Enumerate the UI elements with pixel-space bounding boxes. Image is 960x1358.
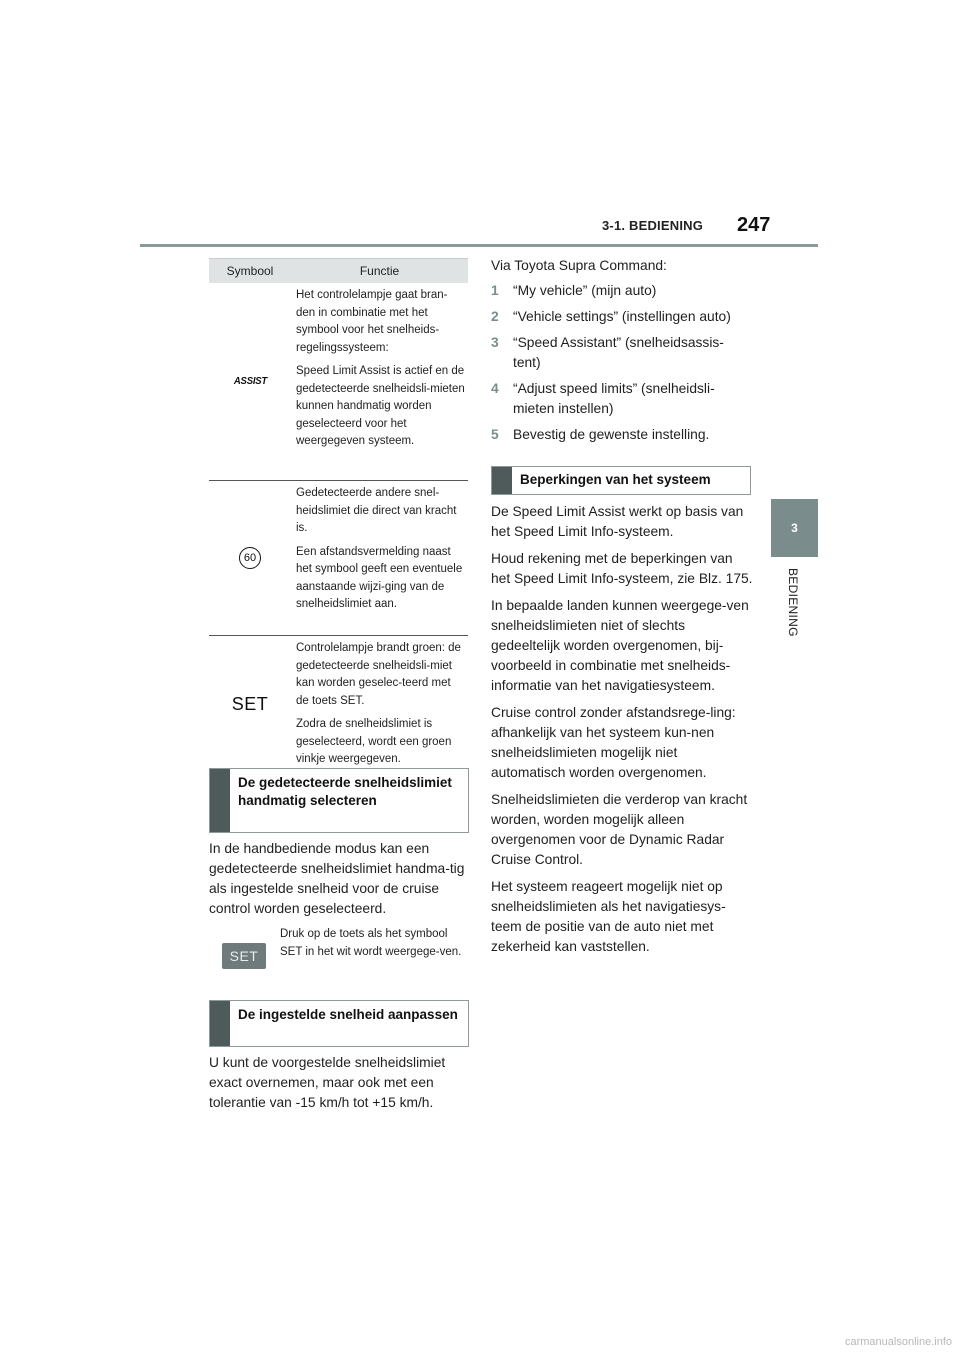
chapter-label-text: BEDIENING: [786, 568, 800, 637]
list-item: [491, 307, 753, 327]
row-text: Speed Limit Assist is actief en de gedetecteerde snelheidsli-mieten kunnen handmatig worden geselecteerd voor het weergegeven systeem.: [296, 365, 465, 447]
step-number: 5: [491, 427, 499, 442]
set-key-icon: SET: [222, 943, 266, 969]
watermark: [0, 1336, 960, 1348]
paragraph-manual-mode: In de handbediende modus kan een gedetecteerde snelheidslimiet handma-tig als ingestelde snelheid voor de cruise control worden geselecteerd.: [209, 841, 465, 916]
row-text: Gedetecteerde andere snel-heidslimiet die direct van kracht is.: [296, 487, 457, 534]
paragraph: Het systeem reageert mogelijk niet op snelheidslimieten als het navigatiesys-teem de positie van de auto niet met zekerheid kan vaststellen.: [491, 879, 726, 954]
heading-bar: [210, 1001, 230, 1046]
heading-bar: [210, 769, 230, 832]
paragraph: In bepaalde landen kunnen weergege-ven snelheidslimieten niet of slechts gedeeltelijk worden overgenomen, bij-voorbeeld in combinatie met snelheids-informatie van het navigatiesysteem.: [491, 598, 749, 693]
step-number: 2: [491, 309, 499, 324]
speed-limit-60-icon: 60: [239, 547, 261, 569]
heading-text: Beperkingen van het systeem: [520, 472, 711, 487]
header-rule: [140, 244, 818, 247]
step-number: 3: [491, 335, 499, 350]
section-heading-manual-select: [209, 768, 469, 833]
row-text: Het controlelampje gaat bran-den in combinatie met het symbool voor het snelheids-regelingssysteem:: [296, 289, 448, 354]
table-row: [209, 283, 468, 481]
paragraph: Houd rekening met de beperkingen van het Speed Limit Info-systeem, zie Blz. 175.: [491, 551, 753, 586]
symbol-table: [209, 258, 468, 773]
section-heading-adjust-speed: [209, 1000, 469, 1047]
section-heading-limitations: [491, 466, 751, 495]
list-item: [491, 425, 753, 445]
list-item: [491, 379, 753, 419]
key-instruction: Druk op de toets als het symbool SET in het wit wordt weergege-ven.: [280, 928, 462, 958]
assist-indicator-icon: ASSIST: [233, 376, 267, 387]
heading-bar: [492, 467, 512, 494]
right-column: [491, 256, 753, 445]
step-text: Bevestig de gewenste instelling.: [513, 427, 710, 442]
step-number: 1: [491, 283, 499, 298]
col-header-function: Functie: [359, 264, 400, 278]
row-text: Zodra de snelheidslimiet is geselecteerd, wordt een groen vinkje weergegeven.: [296, 718, 452, 765]
step-text: “Adjust speed limits” (snelheidsli-mieten instellen): [513, 381, 715, 416]
paragraph: Cruise control zonder afstandsrege-ling: afhankelijk van het systeem kun-nen snelheidslimieten mogelijk niet automatisch worden overgenomen.: [491, 705, 736, 780]
paragraph: Snelheidslimieten die verderop van kracht worden, worden mogelijk alleen overgenomen voor de Dynamic Radar Cruise Control.: [491, 792, 748, 867]
paragraph: De Speed Limit Assist werkt op basis van het Speed Limit Info-systeem.: [491, 504, 744, 539]
row-text: Een afstandsvermelding naast het symbool geeft een eventuele aanstaande wijzi-ging van de snelheidslimiet aan.: [296, 545, 463, 610]
limitations-text: [491, 502, 753, 964]
page-number: 247: [737, 214, 771, 236]
step-text: “My vehicle” (mijn auto): [513, 283, 657, 298]
section-title: 3-1. BEDIENING: [602, 218, 704, 233]
chapter-side-label: [786, 568, 802, 648]
table-row: [209, 636, 468, 773]
list-item: [491, 333, 753, 373]
heading-text: De gedetecteerde snelheidslimiet handmatig selecteren: [238, 775, 452, 808]
col-header-symbol: Symbool: [226, 264, 274, 278]
intro-text: Via Toyota Supra Command:: [491, 258, 667, 273]
table-header: [209, 258, 468, 283]
step-text: “Speed Assistant” (snelheidsassis-tent): [513, 335, 724, 370]
chapter-tab: 3: [771, 499, 818, 557]
list-item: [491, 281, 753, 301]
watermark-text: carmanualsonline.info: [844, 1336, 952, 1348]
set-indicator-icon: SET: [231, 693, 269, 714]
step-text: “Vehicle settings” (instellingen auto): [513, 309, 731, 324]
row-text: Controlelampje brandt groen: de gedetecteerde snelheidsli-miet kan worden geselec-teerd met de toets SET.: [296, 642, 461, 707]
step-number: 4: [491, 381, 499, 396]
heading-text: De ingestelde snelheid aanpassen: [238, 1007, 458, 1022]
paragraph-adjust-speed: U kunt de voorgestelde snelheidslimiet exact overnemen, maar ook met een tolerantie van -15 km/h tot +15 km/h.: [209, 1055, 446, 1110]
table-row: [209, 481, 468, 636]
